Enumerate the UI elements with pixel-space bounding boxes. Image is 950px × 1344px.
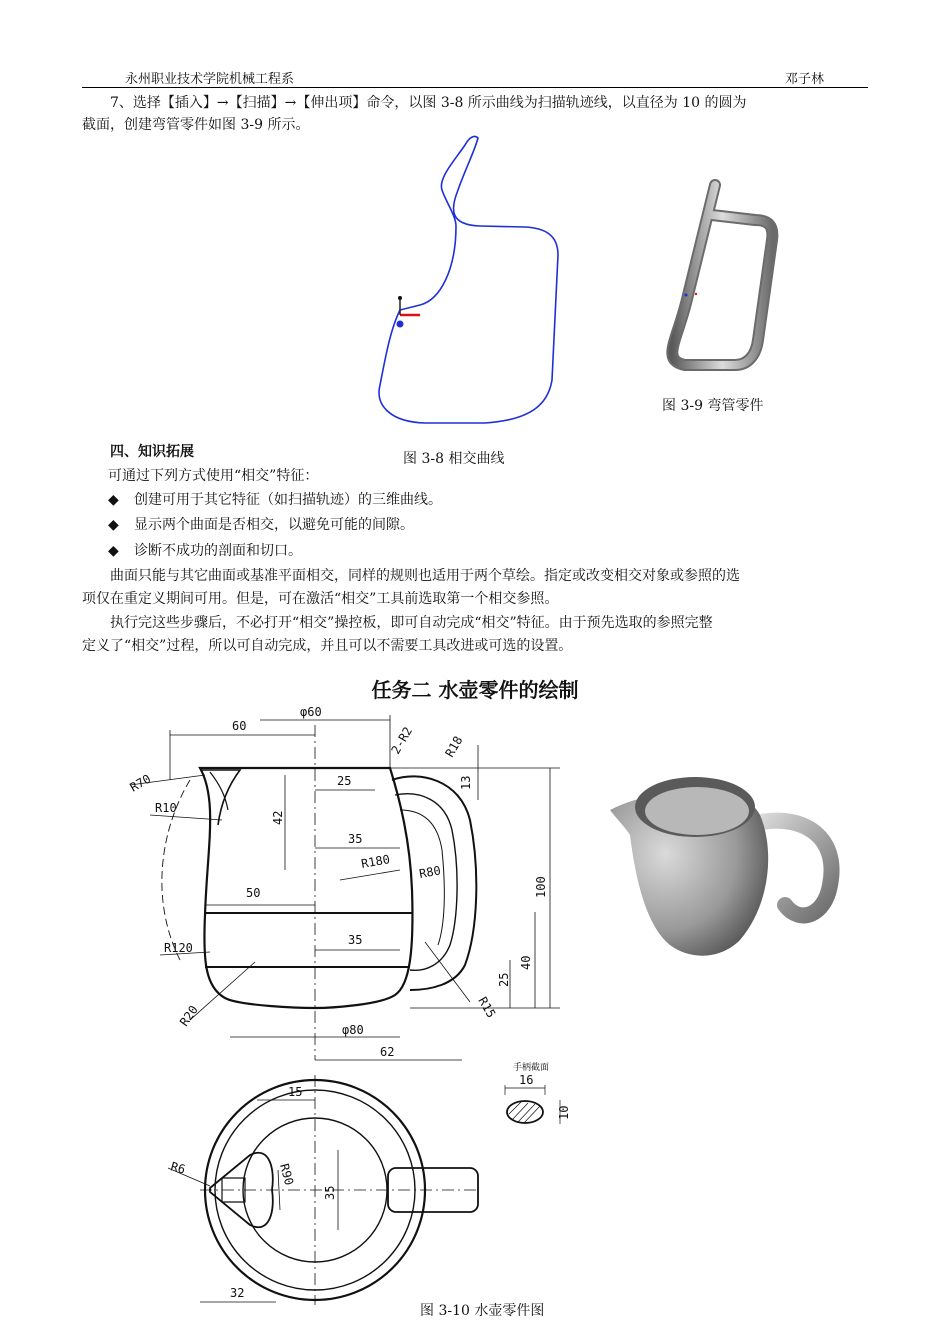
kettle-engineering-drawing: [0, 700, 620, 1315]
dim-r80: R80: [418, 863, 442, 881]
dim-32: 32: [230, 1286, 245, 1300]
dim-62: 62: [380, 1045, 395, 1059]
section4-para1-line1: 曲面只能与其它曲面或基准平面相交，同样的规则也适用于两个草绘。指定或改变相交对象或参照的选: [110, 568, 740, 584]
task2-title: 任务二 水壶零件的绘制: [371, 678, 579, 702]
fig38-caption: 图 3-8 相交曲线: [403, 451, 505, 467]
section4-intro: 可通过下列方式使用“相交”特征：: [108, 468, 319, 484]
bullet-1: ◆ 创建可用于其它特征（如扫描轨迹）的三维曲线。: [108, 492, 442, 508]
step7-line2: 截面，创建弯管零件如图 3-9 所示。: [82, 117, 310, 133]
dim-r18: R18: [442, 733, 466, 760]
kettle-body-outline: [200, 768, 412, 1008]
handle-section-label: 手柄截面: [513, 1063, 550, 1073]
dim-35a: 35: [348, 832, 363, 846]
spout-top-view: [210, 1153, 273, 1228]
dim-phi60: φ60: [300, 705, 322, 719]
section4-para2-line2: 定义了“相交”过程，所以可自动完成，并且可以不需要工具改进或可选的设置。: [82, 638, 573, 654]
dim-100: 100: [534, 876, 548, 898]
dim-15: 15: [288, 1085, 303, 1099]
section4-para2-line1: 执行完这些步骤后，不必打开“相交”操控板，即可自动完成“相交”特征。由于预先选取的参照完整: [110, 615, 713, 631]
bullet-3: ◆ 诊断不成功的剖面和切口。: [108, 543, 302, 559]
dim-50: 50: [246, 886, 261, 900]
dim-13: 13: [459, 775, 473, 790]
header-right: 邓子林: [785, 72, 825, 87]
kettle-3d-render: [600, 755, 845, 970]
dim-phi80: φ80: [342, 1023, 364, 1037]
dim-r90: R90: [277, 1162, 297, 1187]
section4-para1-line2: 项仅在重定义期间可用。但是，可在激活“相交”工具前选取第一个相交参照。: [82, 591, 559, 607]
bullet-2: ◆ 显示两个曲面是否相交，以避免可能的间隙。: [108, 517, 414, 533]
header-left: 永州职业技术学院机械工程系: [125, 72, 295, 87]
dim-35c: 35: [323, 1185, 337, 1200]
dim-10: 10: [557, 1105, 571, 1120]
dim-2r2: 2-R2: [388, 724, 416, 757]
dim-35b: 35: [348, 933, 363, 947]
fig310-caption: 图 3-10 水壶零件图: [420, 1303, 545, 1319]
dim-40: 40: [519, 955, 533, 970]
fig38-curve-figure: [370, 130, 570, 430]
section4-title: 四、知识拓展: [110, 444, 194, 460]
fig39-caption: 图 3-9 弯管零件: [662, 398, 764, 414]
dim-16: 16: [519, 1073, 534, 1087]
dim-25: 25: [337, 774, 352, 788]
fig39-bent-pipe-figure: [650, 175, 790, 380]
kettle-handle-outline: [392, 776, 476, 990]
sweep-trajectory-curve: [379, 136, 558, 423]
axis-origin-dot: [397, 321, 404, 328]
dim-r6: R6: [169, 1159, 187, 1177]
dim-r20: R20: [176, 1002, 201, 1029]
dim-60: 60: [232, 719, 247, 733]
dim-25b: 25: [497, 972, 511, 987]
header-rule: [82, 87, 868, 88]
dim-r180: R180: [360, 852, 391, 871]
dim-r10: R10: [155, 801, 177, 815]
dim-r70: R70: [127, 771, 154, 795]
dim-r120: R120: [164, 941, 193, 955]
dim-r15: R15: [475, 994, 499, 1021]
step7-line1: 7、选择【插入】→【扫描】→【伸出项】命令，以图 3-8 所示曲线为扫描轨迹线，以直径为 10 的圆为: [110, 95, 747, 111]
dim-42: 42: [271, 810, 285, 825]
